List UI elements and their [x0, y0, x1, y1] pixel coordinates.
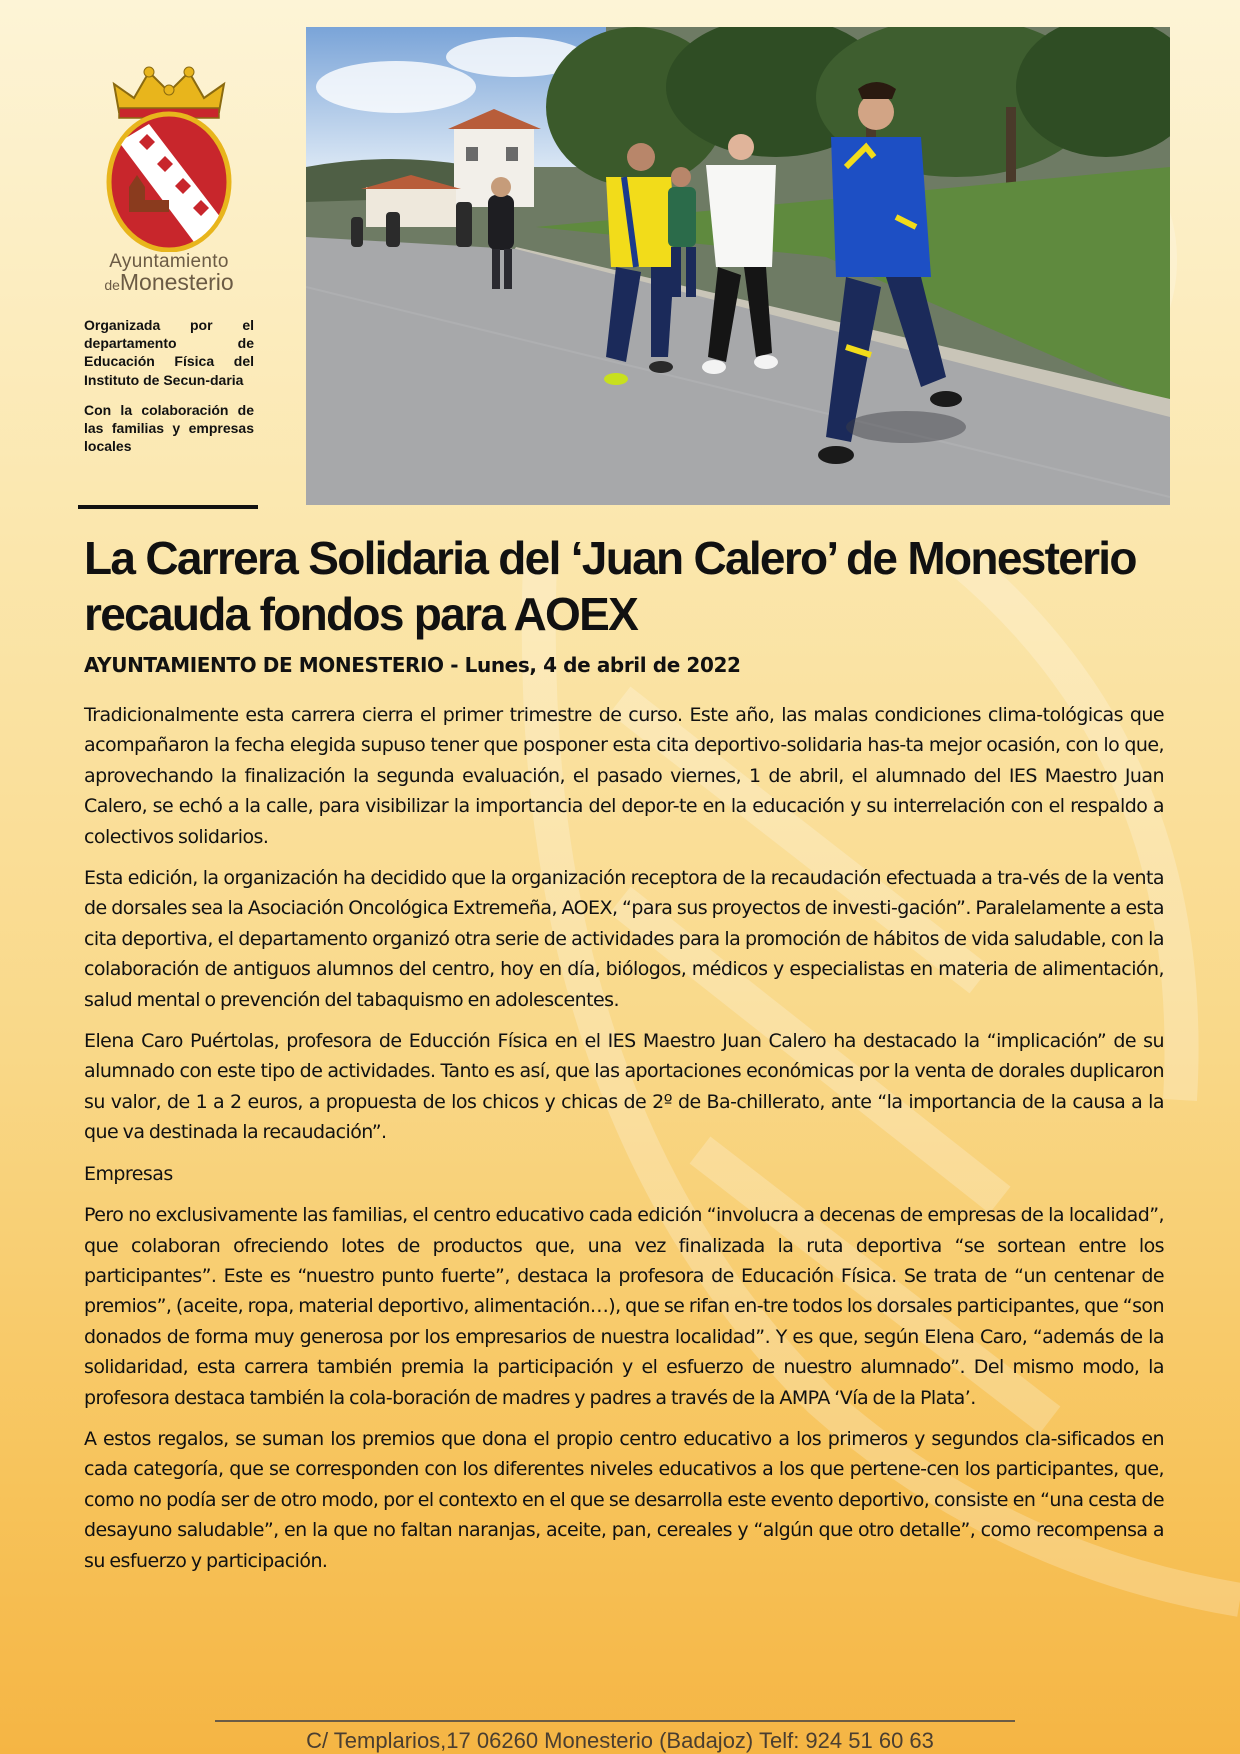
collaboration-text: Con la colaboración de las familias y empresas locales: [84, 401, 254, 455]
section-subheading: Empresas: [84, 1162, 173, 1185]
paragraph: Tradicionalmente esta carrera cierra el primer trimestre de curso. Este año, las malas condiciones clima-tológicas que acompañaron la fecha elegida supuso tener que posponer esta cita deportivo-solidaria has-ta mejor ocasión, con lo que, aprovechando la finalización la segunda evaluación, el pasado viernes, 1 de abril, el alumnado del IES Maestro Juan Calero, se echó a la calle, para visibilizar la importancia del depor-te en la educación y su interrelación con el respaldo a colectivos solidarios.: [84, 704, 1164, 848]
organizer-text: Organizada por el departamento de Educación Física del Instituto de Secun-daria: [84, 317, 254, 388]
article-body: [84, 700, 1164, 1587]
paragraph: Elena Caro Puértolas, profesora de Educción Física en el IES Maestro Juan Calero ha destacado la “implicación” de su alumnado con este tipo de actividades. Tanto es así, que las aportaciones económicas por la venta de dorales duplicaron su valor, de 1 a 2 euros, a propuesta de los chicos y chicas de 2º de Ba-chillerato, ante “la importancia de la causa a la que va destinada la recaudación”.: [84, 1030, 1164, 1144]
race-photo: [306, 27, 1170, 505]
coat-of-arms-icon: [99, 62, 239, 252]
headline-line-2: recauda fondos para AOEX: [84, 588, 638, 640]
logo-line-monesterio: deMonesterio: [104, 269, 234, 295]
logo-line-ayuntamiento: Ayuntamiento: [109, 251, 229, 272]
paragraph: A estos regalos, se suman los premios que dona el propio centro educativo a los primeros y segundos cla-sificados en cada categoría, que se corresponden con los diferentes niveles educativos a los que pertene-cen los participantes, que, como no podía ser de otro modo, por el contexto en el que se desarrolla este evento deportivo, consiste en “una cesta de desayuno saludable”, en la que no faltan naranjas, aceite, pan, cereales y “algún que otro detalle”, como recompensa a su esfuerzo y participación.: [84, 1427, 1164, 1572]
footer-rule: [215, 1720, 1015, 1722]
sidebar-divider: [78, 505, 258, 509]
headline-line-1: La Carrera Solidaria del ‘Juan Calero’ de Monesterio: [84, 532, 1136, 584]
logo-text: [84, 252, 254, 294]
paragraph: Pero no exclusivamente las familias, el centro educativo cada edición “involucra a decenas de empresas de la localidad”, que colaboran ofreciendo lotes de productos que, una vez finalizada la ruta deportiva “se sortean entre los participantes”. Este es “nuestro punto fuerte”, destaca la profesora de Educación Física. Se trata de “un centenar de premios”, (aceite, ropa, material deportivo, alimentación…), que se rifan en-tre todos los dorsales participantes, que “son donados de forma muy generosa por los empresarios de nuestra localidad”. Y es que, según Elena Caro, “además de la solidaridad, esta carrera también premia la participación y el esfuerzo de nuestro alumnado”. Del mismo modo, la profesora destaca también la cola-boración de madres y padres a través de la AMPA ‘Vía de la Plata’.: [84, 1204, 1164, 1409]
article-byline: AYUNTAMIENTO DE MONESTERIO - Lunes, 4 de abril de 2022: [84, 653, 741, 677]
runners-illustration: [306, 27, 1170, 505]
article-headline: [84, 530, 1174, 642]
municipal-logo: [84, 62, 254, 294]
paragraph: Esta edición, la organización ha decidido que la organización receptora de la recaudación efectuada a tra-vés de la venta de dorsales sea la Asociación Oncológica Extremeña, AOEX, “para sus proyectos de investi-gación”. Paralelamente a esta cita deportiva, el departamento organizó otra serie de actividades para la promoción de hábitos de vida saludable, con la colaboración de antiguos alumnos del centro, hoy en día, biólogos, médicos y especialistas en materia de alimentación, salud mental o prevención del tabaquismo en adolescentes.: [84, 867, 1164, 1011]
organization-info: [84, 316, 254, 467]
footer-address: C/ Templarios,17 06260 Monesterio (Badajoz) Telf: 924 51 60 63: [306, 1728, 934, 1753]
